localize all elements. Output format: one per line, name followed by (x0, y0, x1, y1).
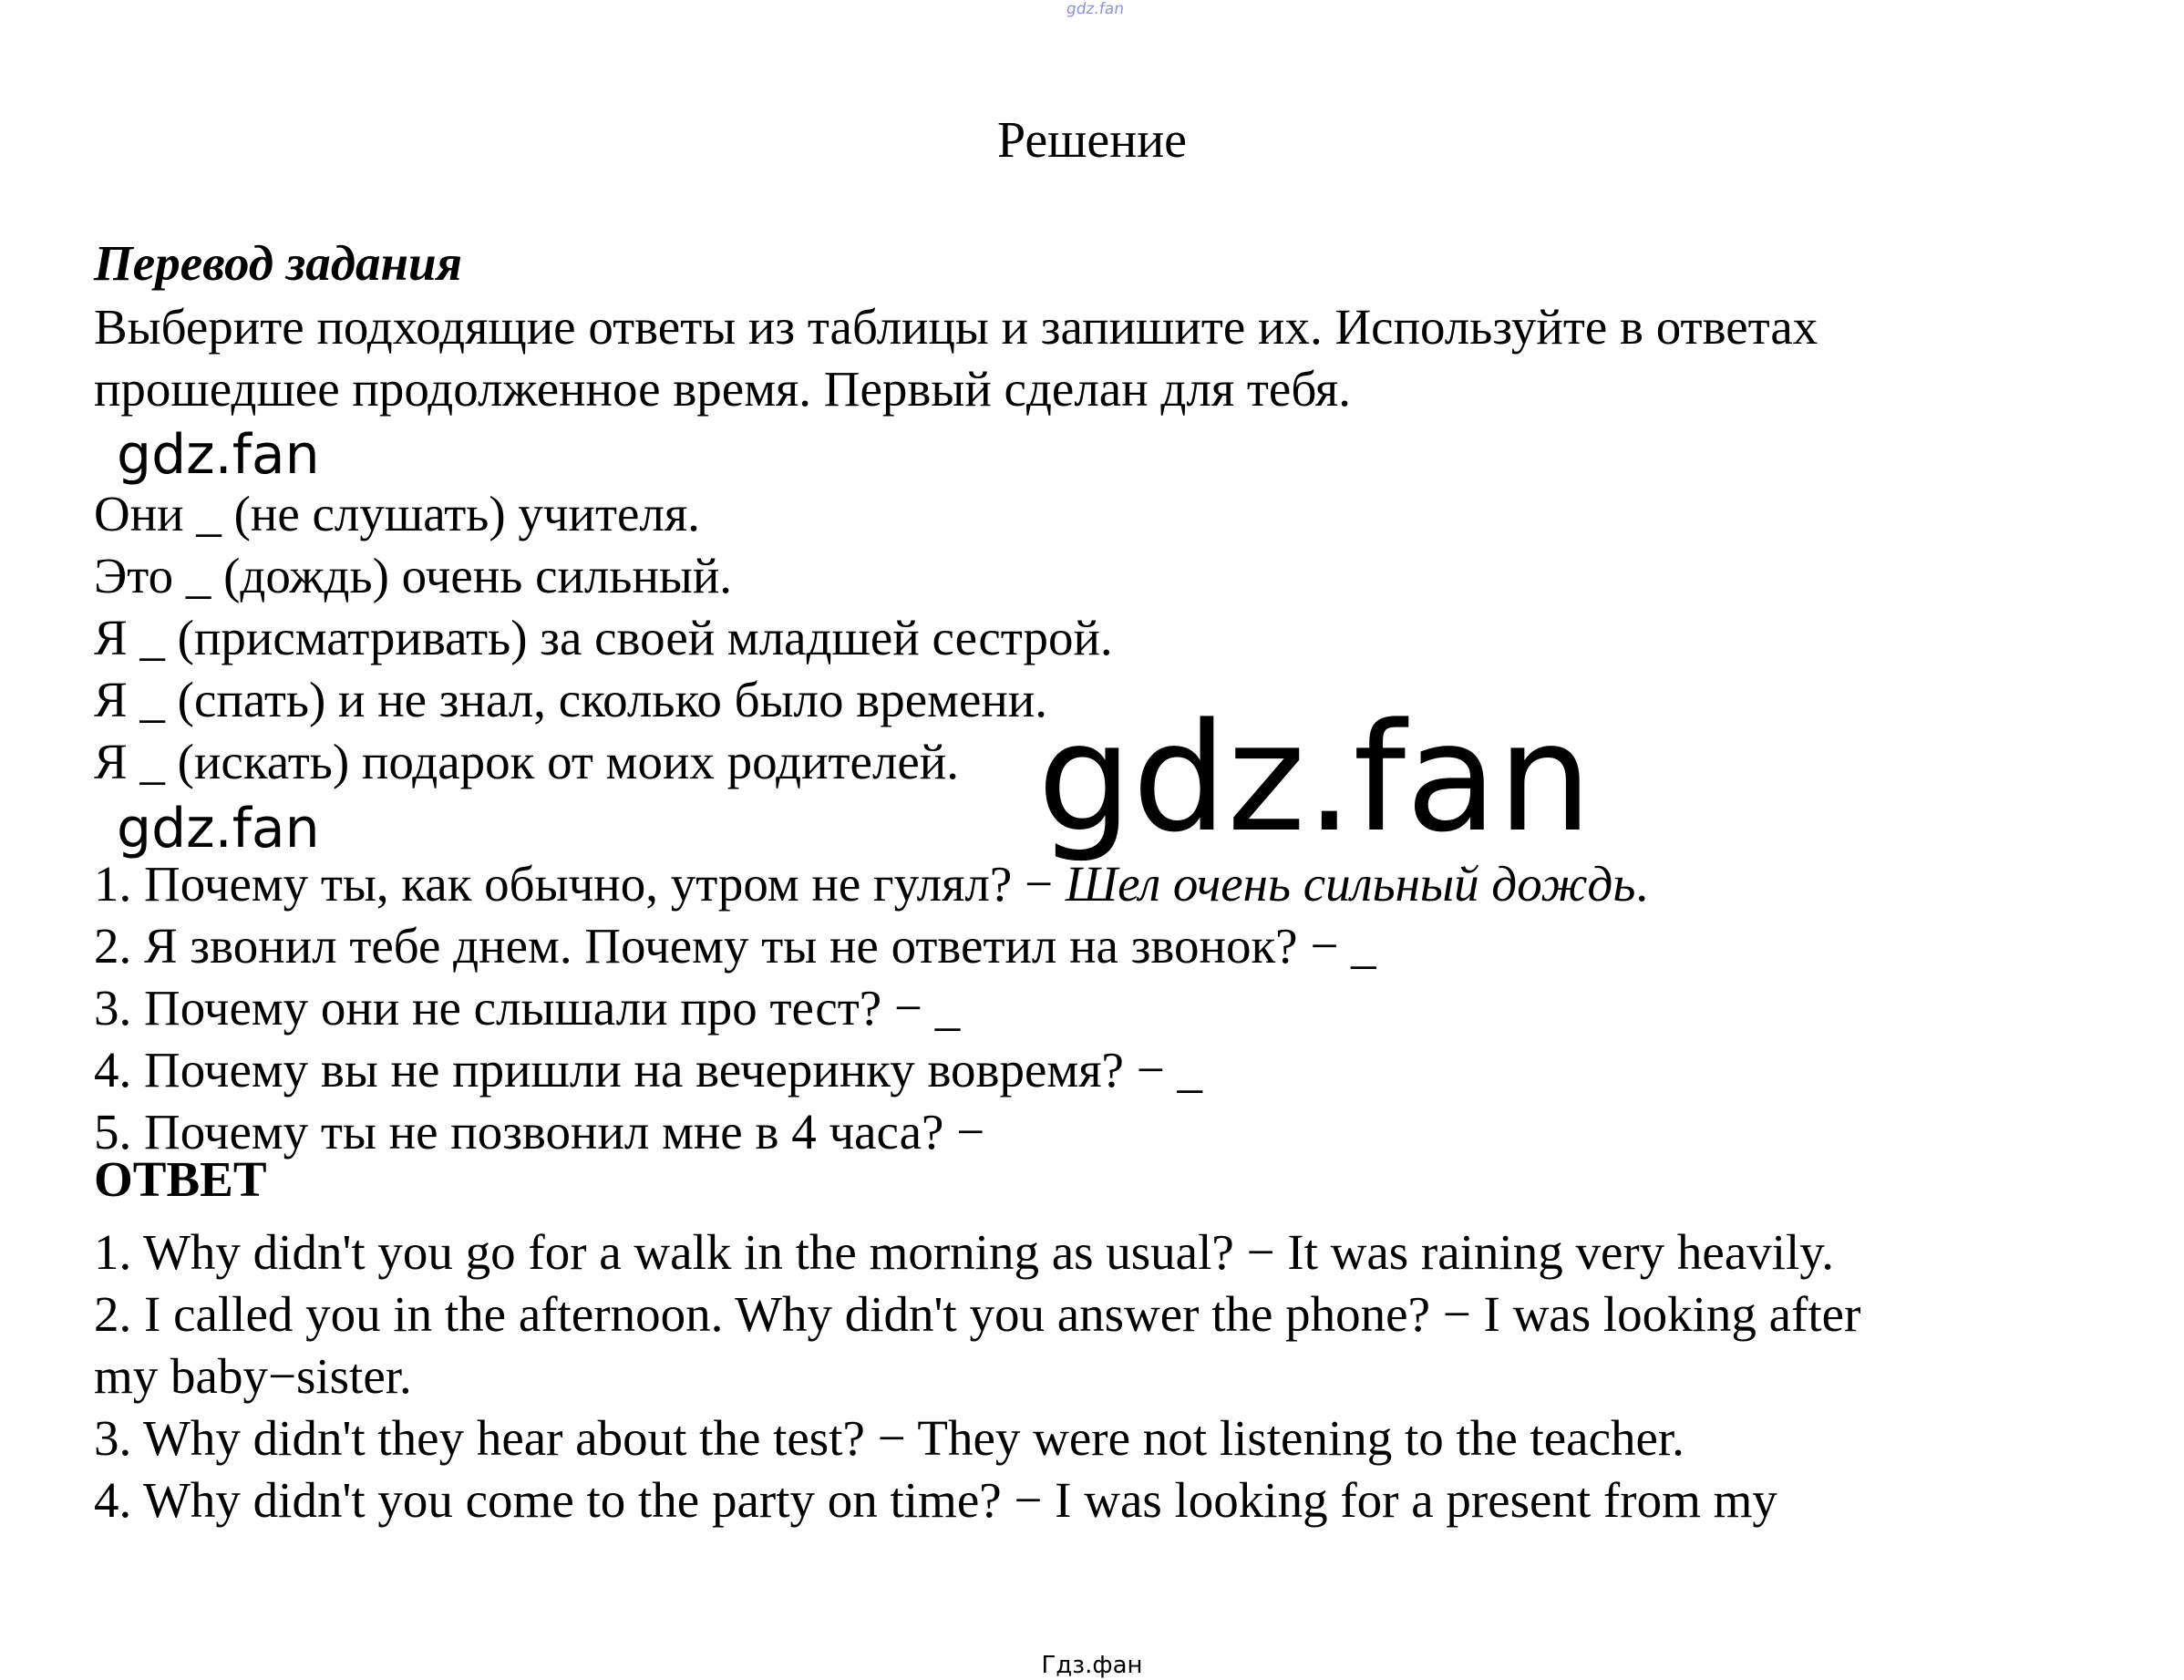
question-text: 1. Почему ты, как обычно, утром не гулял? − (94, 856, 1066, 912)
answer-line: 4. Why didn't you come to the party on time? − I was looking for a present from my (94, 1472, 1777, 1528)
instruction-line: Выберите подходящие ответы из таблицы и запишите их. Используйте в ответах (94, 299, 1818, 355)
example-answer: Шел очень сильный дождь (1065, 856, 1636, 912)
answer-line: 1. Why didn't you go for a walk in the morning as usual? − It was raining very heavily. (94, 1224, 1834, 1280)
answer-line: 2. I called you in the afternoon. Why didn't you answer the phone? − I was looking after (94, 1286, 1861, 1342)
option-line: Я _ (искать) подарок от моих родителей. (94, 734, 959, 789)
question-line: 3. Почему они не слышали про тест? − _ (94, 980, 961, 1036)
answer-line: my baby−sister. (94, 1348, 412, 1404)
option-line: Я _ (спать) и не знал, сколько было времени. (94, 672, 1047, 727)
option-line: Они _ (не слушать) учителя. (94, 486, 700, 541)
question-line: 5. Почему ты не позвонил мне в 4 часа? − (94, 1104, 985, 1160)
question-line: 4. Почему вы не пришли на вечеринку вовремя? − _ (94, 1042, 1202, 1098)
option-line: Я _ (присматривать) за своей младшей сестрой. (94, 610, 1113, 665)
option-line: Это _ (дождь) очень сильный. (94, 548, 733, 603)
question-line: 2. Я звонил тебе днем. Почему ты не ответил на звонок? − _ (94, 918, 1376, 974)
footer-text: Гдз.фан (1041, 1652, 1143, 1679)
watermark-small: gdz.fan (117, 423, 320, 487)
translation-heading: Перевод задания (94, 235, 462, 291)
answer-line: 3. Why didn't they hear about the test? − They were not listening to the teacher. (94, 1410, 1684, 1466)
page-title: Решение (996, 112, 1188, 169)
watermark-top: gdz.fan (1065, 0, 1126, 18)
watermark-large: gdz.fan (1037, 691, 1592, 865)
answer-heading: ОТВЕТ (94, 1151, 267, 1207)
watermark-small: gdz.fan (117, 797, 320, 861)
instruction-line: прошедшее продолженное время. Первый сделан для тебя. (94, 361, 1351, 417)
question-end: . (1635, 856, 1649, 912)
